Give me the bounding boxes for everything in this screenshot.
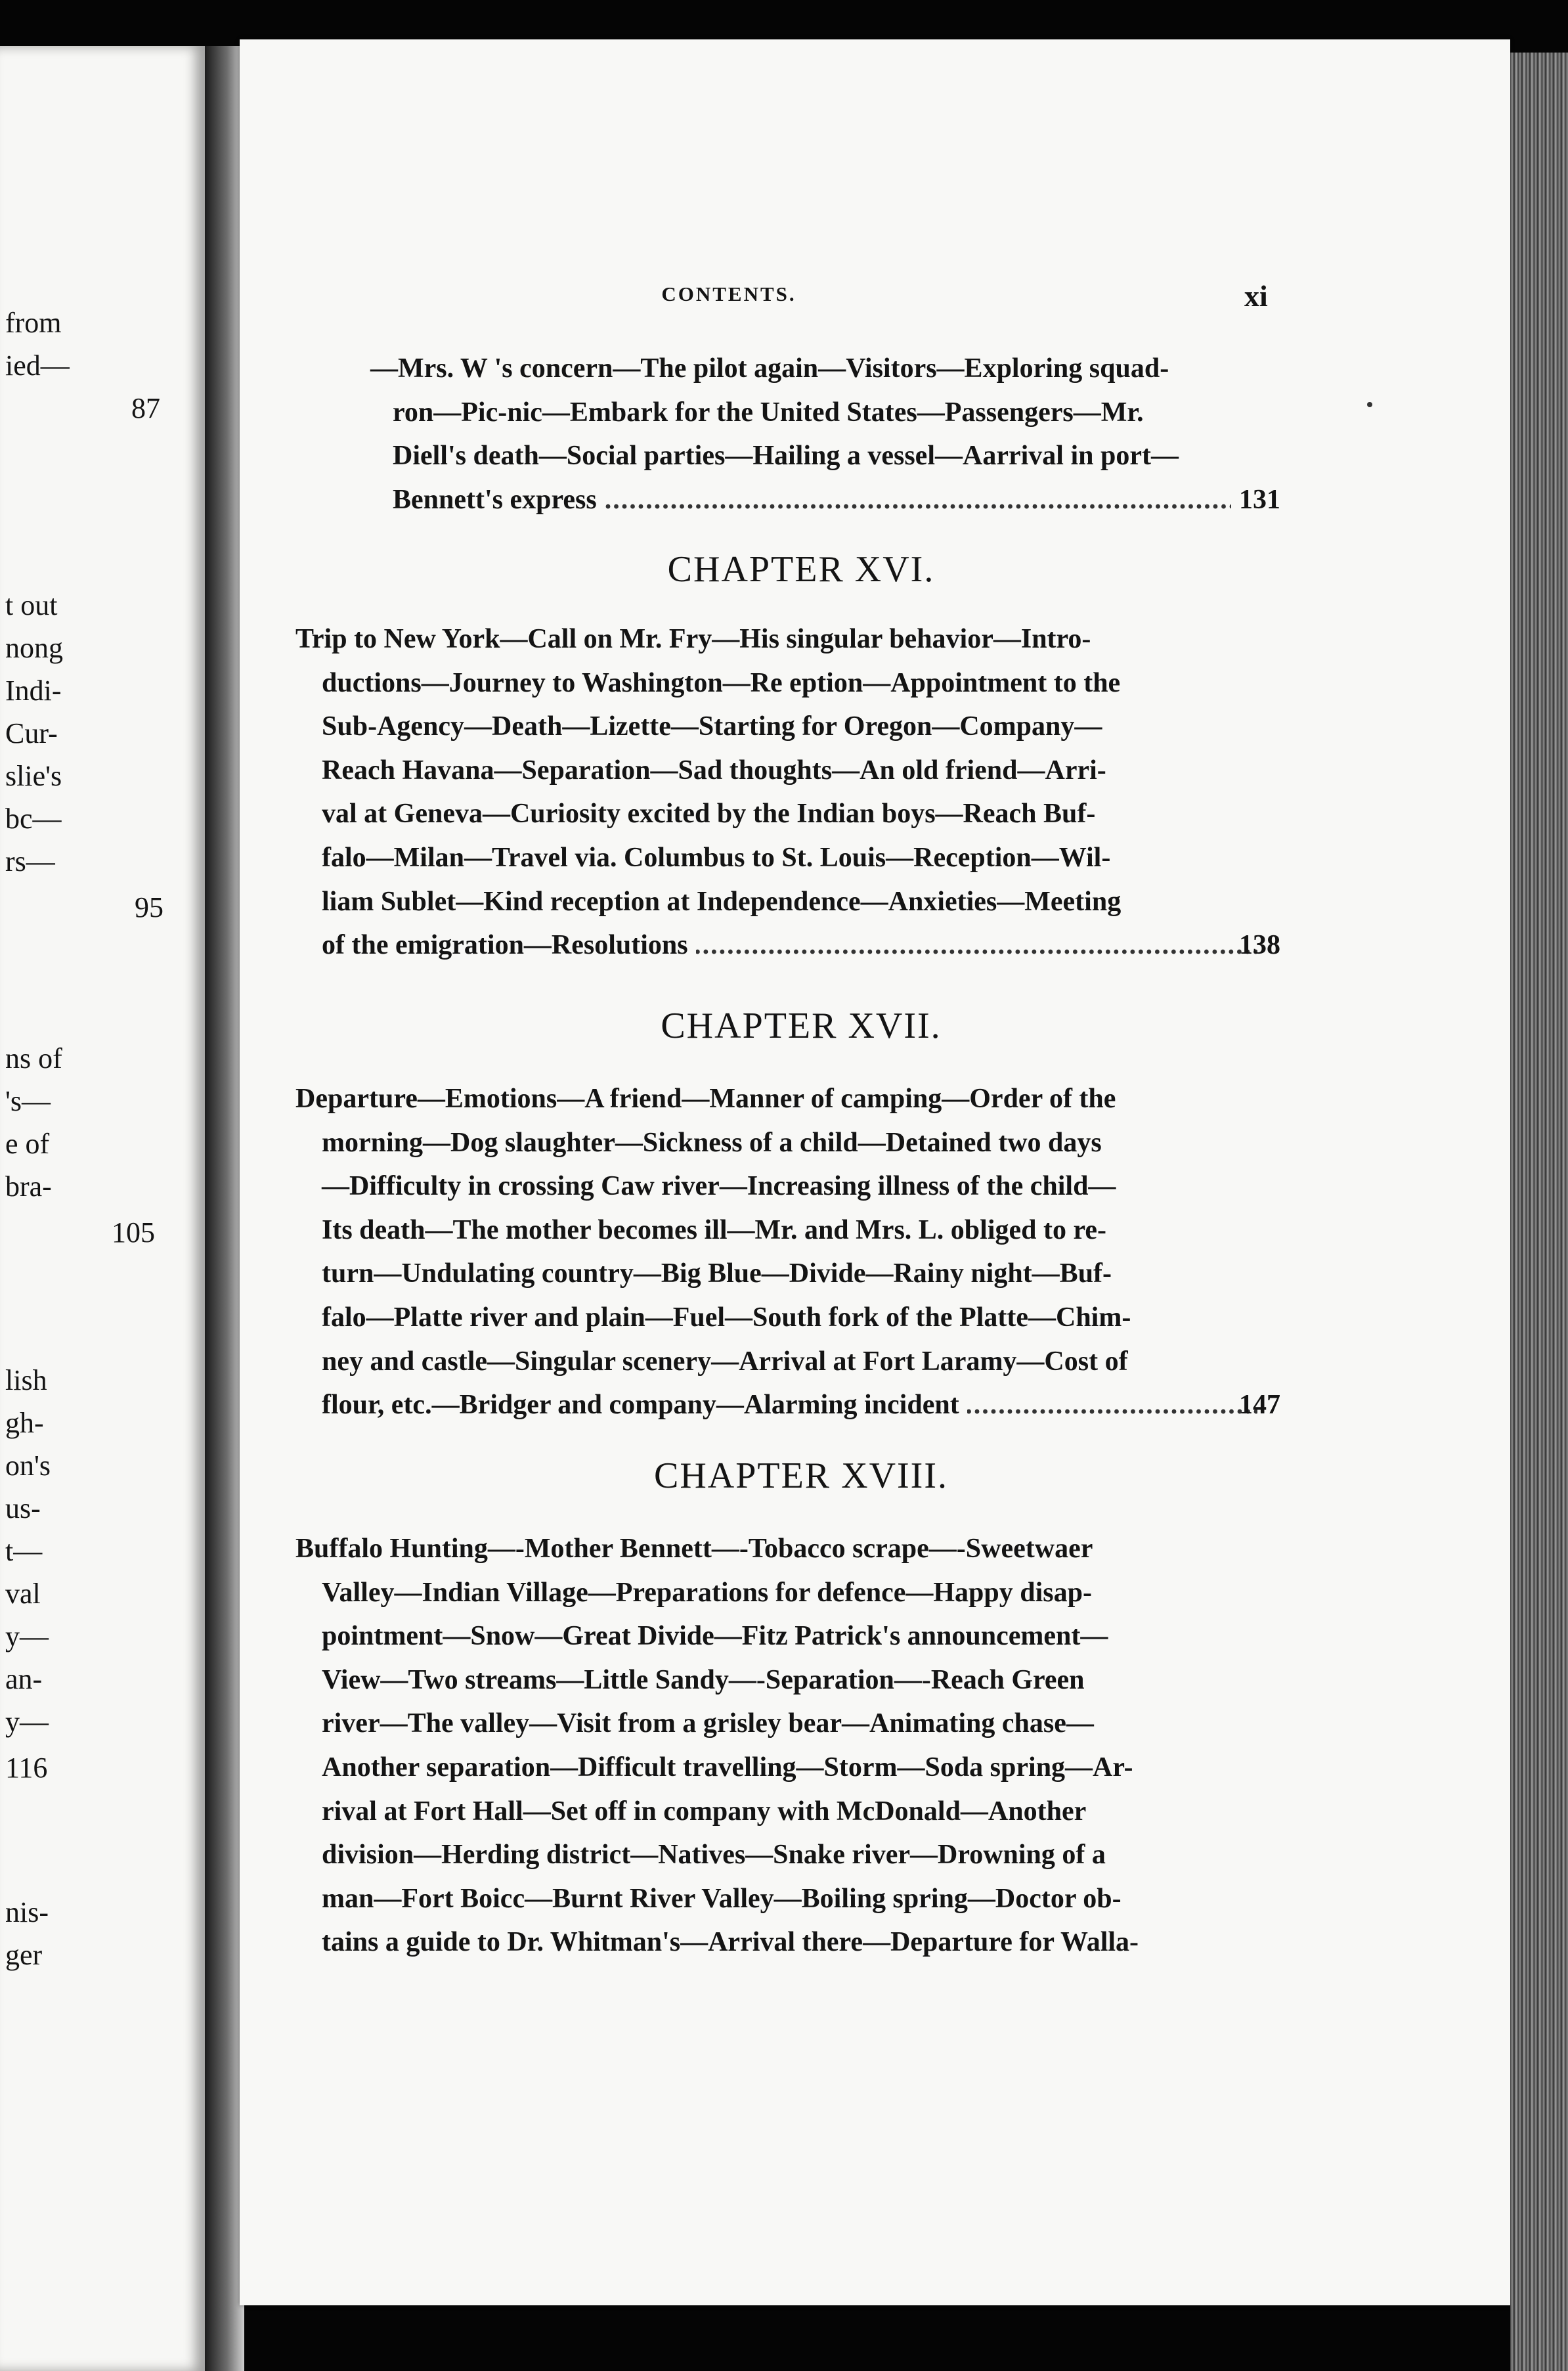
entry-line: Bennett's express	[393, 484, 597, 515]
left-fragment: bc—	[5, 803, 62, 835]
left-fragment: nong	[5, 632, 63, 664]
entry-line: tains a guide to Dr. Whitman's—Arrival there—Departure for Walla-	[322, 1927, 1139, 1958]
left-fragment: y—	[5, 1706, 49, 1738]
left-fragment: 116	[5, 1752, 48, 1784]
entry-line: of the emigration—Resolutions	[322, 930, 688, 961]
entry-line: ney and castle—Singular scenery—Arrival at Fort Laramy—Cost of	[322, 1346, 1128, 1377]
entry-line: Trip to New York—Call on Mr. Fry—His singular behavior—Intro-	[295, 624, 1091, 654]
dot-leader	[967, 1383, 1257, 1427]
chapter-summary-xvi	[295, 617, 1280, 967]
entry-line: Diell's death—Social parties—Hailing a vessel—Aarrival in port—	[393, 441, 1179, 472]
chapter-summary	[295, 1527, 1280, 1964]
chapter-heading: CHAPTER XVII.	[661, 1006, 942, 1046]
entry-line: Departure—Emotions—A friend—Manner of camping—Order of the	[295, 1084, 1116, 1114]
dot-leader	[605, 478, 1231, 522]
left-fragment: an-	[5, 1663, 43, 1695]
ink-speck	[1367, 402, 1372, 407]
entry-line: pointment—Snow—Great Divide—Fitz Patrick's announcement—	[322, 1621, 1108, 1652]
chapter-summary	[295, 617, 1280, 967]
continuation-entry	[322, 347, 1280, 521]
left-fragment: 's—	[5, 1085, 51, 1117]
entry-line: flour, etc.—Bridger and company—Alarming incident	[322, 1390, 959, 1421]
left-fragment: val	[5, 1578, 41, 1610]
page-folio: xi	[1244, 279, 1268, 313]
left-fragment: 87	[131, 392, 160, 424]
left-fragment: t—	[5, 1535, 43, 1567]
entry-line: Another separation—Difficult travelling—Storm—Soda spring—Ar-	[322, 1752, 1133, 1783]
entry-line: —Mrs. W 's concern—The pilot again—Visitors—Exploring squad-	[370, 353, 1169, 384]
entry-line: —Difficulty in crossing Caw river—Increasing illness of the child—	[322, 1171, 1116, 1202]
entry-line: man—Fort Boicc—Burnt River Valley—Boiling spring—Doctor ob-	[322, 1883, 1122, 1914]
chapter-heading: CHAPTER XVI.	[667, 549, 935, 590]
entry-line: falo—Platte river and plain—Fuel—South fork of the Platte—Chim-	[322, 1302, 1131, 1333]
running-head	[0, 279, 1568, 322]
left-fragment: rs—	[5, 845, 55, 877]
chapter-summary-xvii	[295, 1077, 1280, 1427]
entry-line: ron—Pic-nic—Embark for the United States—Passengers—Mr.	[393, 397, 1144, 428]
entry-line: View—Two streams—Little Sandy—-Separation—-Reach Green	[322, 1664, 1085, 1695]
left-fragment: e of	[5, 1128, 50, 1160]
previous-page-fragment	[0, 46, 205, 2371]
dot-leader	[696, 923, 1257, 967]
entry-line: turn—Undulating country—Big Blue—Divide—Rainy night—Buf-	[322, 1258, 1112, 1289]
book-gutter	[205, 46, 244, 2371]
entry-last-line	[322, 1383, 1280, 1427]
entry-line: Buffalo Hunting—-Mother Bennett—-Tobacco scrape—-Sweetwaer	[295, 1534, 1093, 1564]
left-fragment: t out	[5, 589, 58, 621]
continuation-text	[322, 347, 1280, 521]
entry-line: falo—Milan—Travel via. Columbus to St. Louis—Reception—Wil-	[322, 842, 1111, 873]
entry-line: division—Herding district—Natives—Snake river—Drowning of a	[322, 1840, 1106, 1871]
page-number: 138	[1239, 930, 1280, 961]
entry-line: rival at Fort Hall—Set off in company with McDonald—Another	[322, 1796, 1087, 1827]
left-fragment: ger	[5, 1939, 43, 1971]
chapter-summary-xviii	[295, 1527, 1280, 1964]
entry-last-line	[322, 923, 1280, 967]
left-fragment: Cur-	[5, 717, 58, 749]
left-fragment: 95	[135, 891, 163, 923]
left-fragment: gh-	[5, 1407, 44, 1439]
entry-line: river—The valley—Visit from a grisley bear—Animating chase—	[322, 1708, 1094, 1739]
entry-line: val at Geneva—Curiosity excited by the Indian boys—Reach Buf-	[322, 799, 1096, 830]
left-fragment: bra-	[5, 1170, 52, 1203]
entry-line: ductions—Journey to Washington—Re eption—Appointment to the	[322, 667, 1121, 698]
left-fragment: ied—	[5, 349, 70, 382]
entry-line: Valley—Indian Village—Preparations for defence—Happy disap-	[322, 1577, 1092, 1608]
entry-line: Its death—The mother becomes ill—Mr. and Mrs. L. obliged to re-	[322, 1214, 1106, 1245]
left-fragment: y—	[5, 1620, 49, 1652]
page-number: 131	[1239, 484, 1280, 515]
entry-line: morning—Dog slaughter—Sickness of a child—Detained two days	[322, 1127, 1102, 1158]
left-fragment: us-	[5, 1492, 41, 1524]
left-fragment: nis-	[5, 1896, 49, 1928]
entry-line: Reach Havana—Separation—Sad thoughts—An old friend—Arri-	[322, 755, 1106, 786]
left-fragment: lish	[5, 1364, 47, 1396]
entry-line: Sub-Agency—Death—Lizette—Starting for Oregon—Company—	[322, 711, 1102, 742]
left-fragment: 105	[112, 1216, 155, 1249]
chapter-summary	[295, 1077, 1280, 1427]
page-edges	[1510, 53, 1568, 2371]
entry-last-line	[370, 478, 1280, 522]
left-fragment: on's	[5, 1450, 51, 1482]
left-fragment: Indi-	[5, 675, 62, 707]
left-fragment: ns of	[5, 1042, 62, 1075]
left-fragment: slie's	[5, 760, 62, 792]
page-number: 147	[1239, 1390, 1280, 1421]
running-title: CONTENTS.	[661, 282, 796, 305]
chapter-heading: CHAPTER XVIII.	[654, 1455, 948, 1496]
entry-line: liam Sublet—Kind reception at Independence—Anxieties—Meeting	[322, 886, 1122, 917]
left-fragment: from	[5, 307, 62, 339]
